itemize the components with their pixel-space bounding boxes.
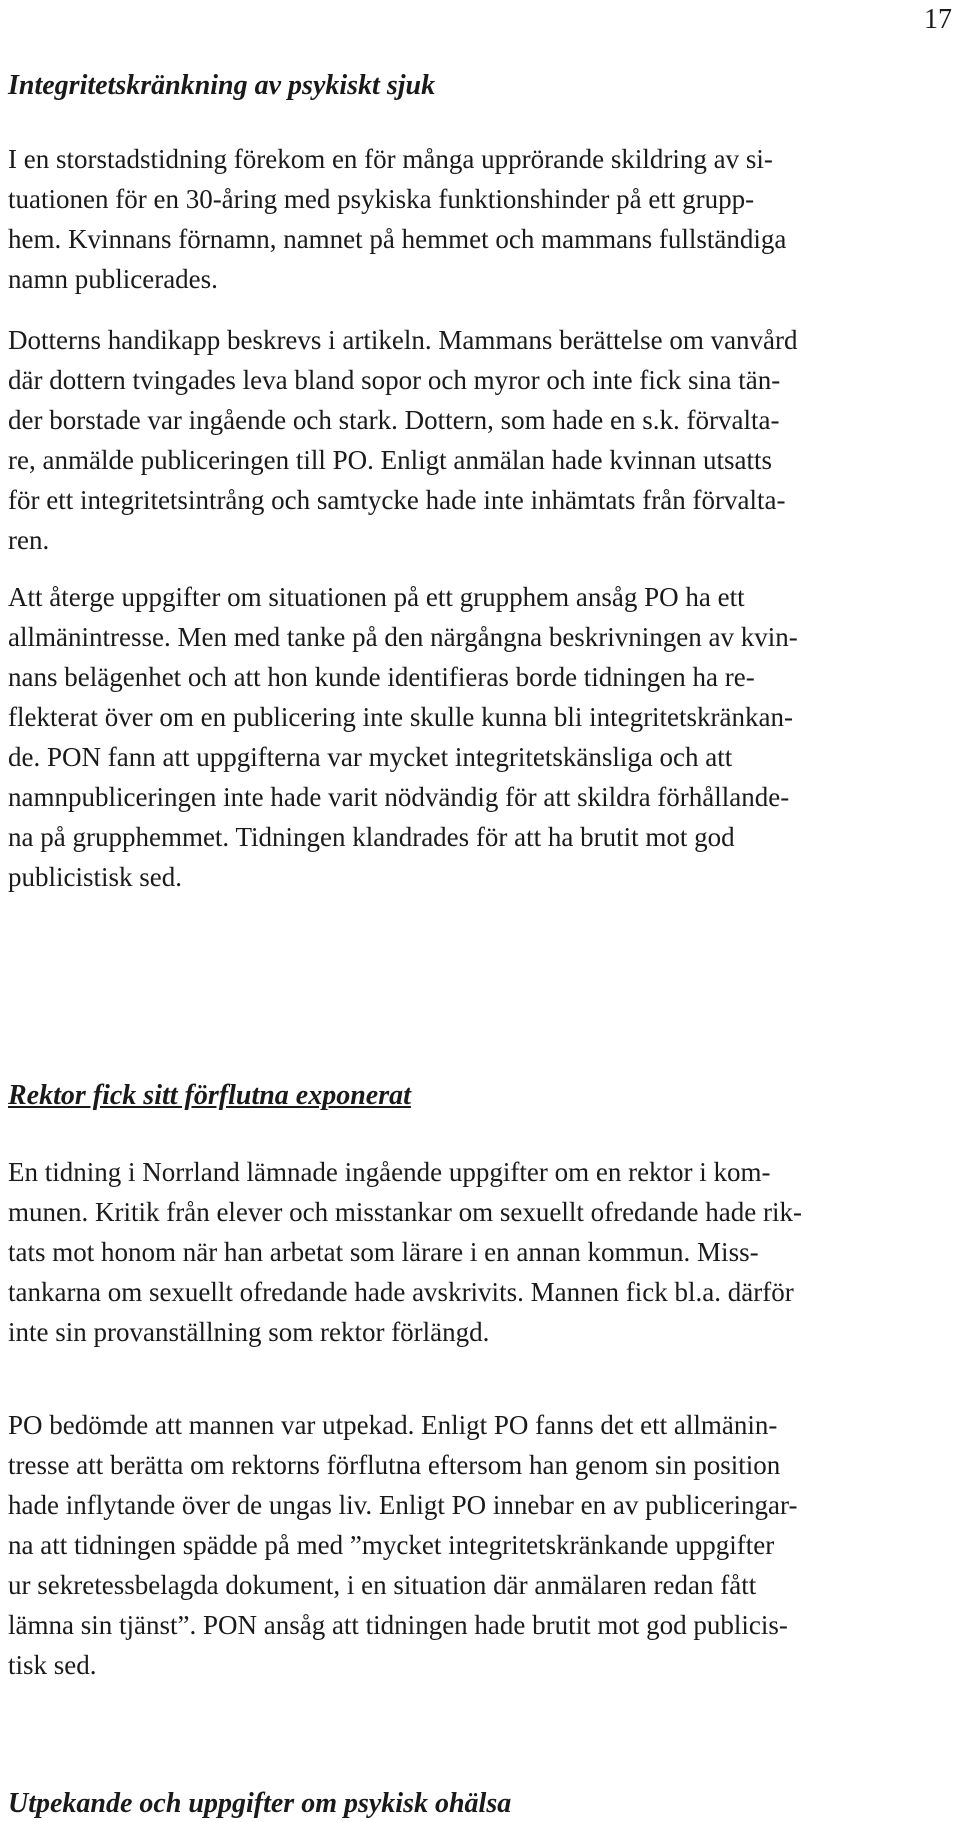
text-line: tresse att berätta om rektorns förflutna eftersom han genom sin position xyxy=(8,1450,781,1480)
text-line: nans belägenhet och att hon kunde identifieras borde tidningen ha re- xyxy=(8,662,755,692)
paragraph xyxy=(8,1152,938,1352)
text-line: tankarna om sexuellt ofredande hade avskrivits. Mannen fick bl.a. därför xyxy=(8,1277,794,1307)
text-line: Dotterns handikapp beskrevs i artikeln. Mammans berättelse om vanvård xyxy=(8,325,798,355)
text-line: En tidning i Norrland lämnade ingående uppgifter om en rektor i kom- xyxy=(8,1157,771,1187)
page-number: 17 xyxy=(924,4,952,35)
text-line: munen. Kritik från elever och misstankar om sexuellt ofredande hade rik- xyxy=(8,1197,802,1227)
text-line: de. PON fann att uppgifterna var mycket integritetskänsliga och att xyxy=(8,742,733,772)
text-line: tisk sed. xyxy=(8,1650,97,1680)
paragraph xyxy=(8,320,938,560)
text-line: ur sekretessbelagda dokument, i en situation där anmälaren redan fått xyxy=(8,1570,757,1600)
paragraph xyxy=(8,139,938,299)
text-line: I en storstadstidning förekom en för många upprörande skildring av si- xyxy=(8,144,773,174)
section-heading: Utpekande och uppgifter om psykisk ohälsa xyxy=(8,1788,512,1819)
text-line: hade inflytande över de ungas liv. Enligt PO innebar en av publiceringar- xyxy=(8,1490,798,1520)
text-line: re, anmälde publiceringen till PO. Enligt anmälan hade kvinnan utsatts xyxy=(8,445,773,475)
text-line: tuationen för en 30-åring med psykiska funktionshinder på ett grupp- xyxy=(8,184,755,214)
text-line: flekterat över om en publicering inte skulle kunna bli integritetskränkan- xyxy=(8,702,794,732)
text-line: na på grupphemmet. Tidningen klandrades för att ha brutit mot god xyxy=(8,822,735,852)
text-line: tats mot honom när han arbetat som lärare i en annan kommun. Miss- xyxy=(8,1237,759,1267)
text-line: allmänintresse. Men med tanke på den närgångna beskrivningen av kvin- xyxy=(8,622,798,652)
text-line: namnpubliceringen inte hade varit nödvändig för att skildra förhållande- xyxy=(8,782,790,812)
section-heading: Rektor fick sitt förflutna exponerat xyxy=(8,1080,411,1111)
text-line: för ett integritetsintrång och samtycke hade inte inhämtats från förvalta- xyxy=(8,485,786,515)
text-line: där dottern tvingades leva bland sopor och myror och inte fick sina tän- xyxy=(8,365,781,395)
text-line: hem. Kvinnans förnamn, namnet på hemmet och mammans fullständiga xyxy=(8,224,787,254)
text-line: der borstade var ingående och stark. Dottern, som hade en s.k. förvalta- xyxy=(8,405,780,435)
text-line: namn publicerades. xyxy=(8,264,218,294)
text-line: Att återge uppgifter om situationen på ett grupphem ansåg PO ha ett xyxy=(8,582,745,612)
paragraph xyxy=(8,1405,938,1685)
text-line: PO bedömde att mannen var utpekad. Enligt PO fanns det ett allmänin- xyxy=(8,1410,778,1440)
paragraph xyxy=(8,577,938,897)
text-line: na att tidningen spädde på med ”mycket integritetskränkande uppgifter xyxy=(8,1530,775,1560)
text-line: lämna sin tjänst”. PON ansåg att tidningen hade brutit mot god publicis- xyxy=(8,1610,788,1640)
text-line: publicistisk sed. xyxy=(8,862,182,892)
text-line: ren. xyxy=(8,525,50,555)
section-heading: Integritetskränkning av psykiskt sjuk xyxy=(8,70,436,101)
text-line: inte sin provanställning som rektor förlängd. xyxy=(8,1317,490,1347)
